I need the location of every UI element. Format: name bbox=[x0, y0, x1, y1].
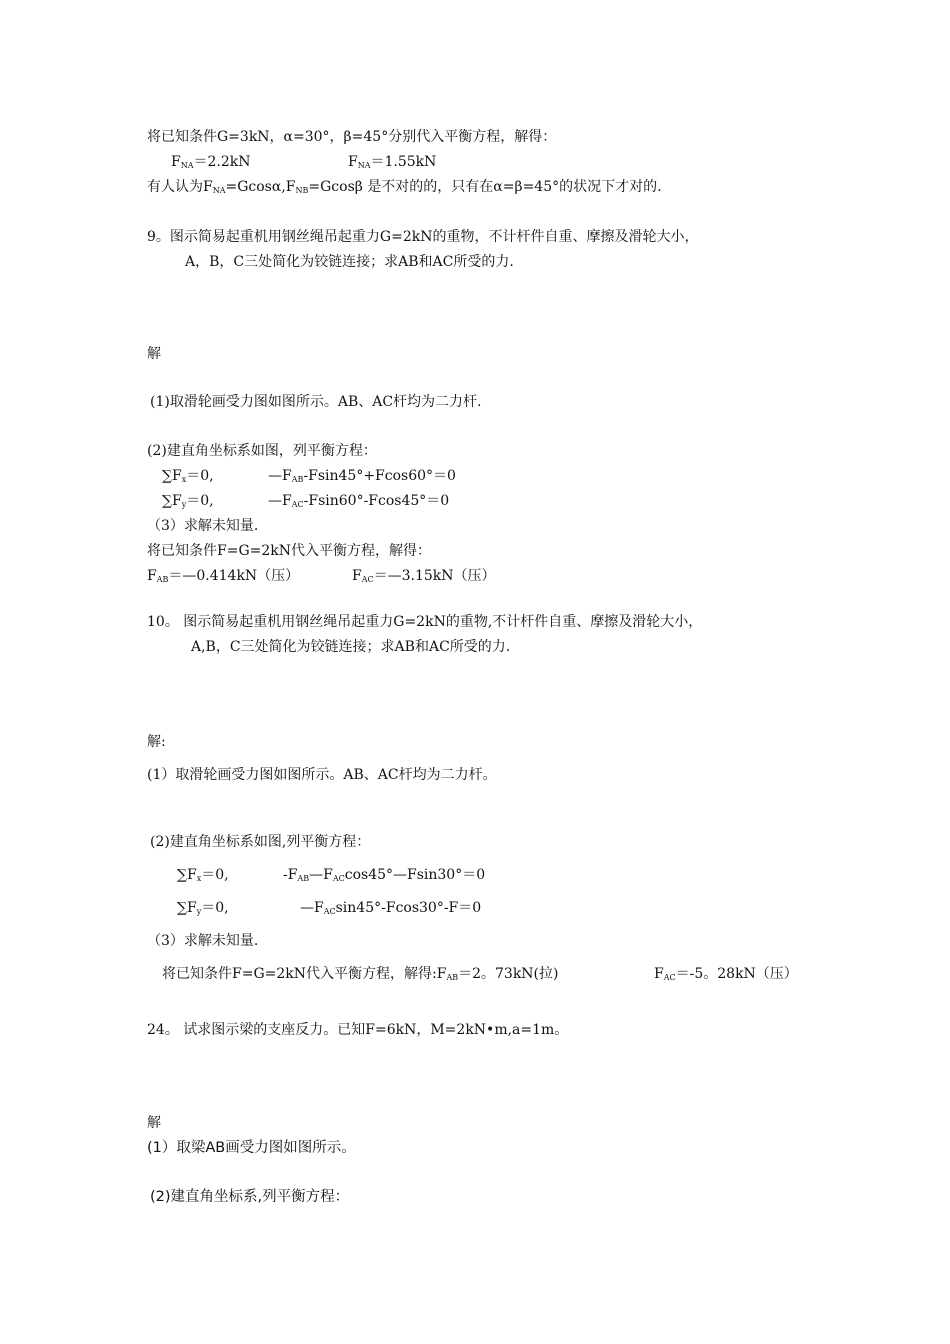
text-line: 将已知条件F=G=2kN代入平衡方程，解得： bbox=[147, 543, 431, 559]
solution-heading: 解 bbox=[147, 1115, 161, 1131]
question-24: 24。 试求图示梁的支座反力。已知F=6kN，M=2kN•m,a=1m。 bbox=[147, 1022, 569, 1038]
text-line: (1）取滑轮画受力图如图所示。AB、AC杆均为二力杆。 bbox=[147, 767, 497, 783]
text-line: （3）求解未知量. bbox=[147, 933, 259, 949]
question-10: 10。 图示简易起重机用钢丝绳吊起重力G=2kN的重物,不计杆件自重、摩擦及滑轮大小， bbox=[147, 614, 703, 630]
solution-heading: 解 bbox=[147, 346, 161, 362]
question-9: 9。图示简易起重机用钢丝绳吊起重力G=2kN的重物，不计杆件自重、摩擦及滑轮大小， bbox=[147, 229, 699, 245]
question-10-cont: A,B，C三处简化为铰链连接；求AB和AC所受的力. bbox=[191, 639, 511, 655]
text-line: (1）取梁AB画受力图如图所示。 bbox=[147, 1140, 356, 1156]
text-line: （3）求解未知量. bbox=[147, 518, 259, 534]
equation-lhs: $\sum F_y=0$, bbox=[177, 900, 229, 916]
text-line: (2)建直角坐标系,列平衡方程： bbox=[150, 1189, 350, 1205]
result-fnb: $F_{NA}=1.55kN$ bbox=[348, 154, 437, 170]
result-fab: $F_{AB}=—0.414kN$（压） bbox=[147, 568, 300, 584]
equation-rhs: $-F_{AB}—F_{AC}\cos 45^\circ—Fsin30^\circ=0$ bbox=[283, 867, 486, 883]
text-line: (1)取滑轮画受力图如图所示。AB、AC杆均为二力杆. bbox=[150, 394, 482, 410]
text-line: 将已知条件G=3kN，α=30°，β=45°分别代入平衡方程，解得： bbox=[147, 129, 557, 145]
equation-lhs: $\sum F_x=0$, bbox=[162, 468, 214, 484]
result-fab: 将已知条件F=G=2kN代入平衡方程，解得$:F_{AB}=2$。73kN(拉) bbox=[162, 966, 559, 982]
equation-lhs: $\sum F_y=0$, bbox=[162, 493, 214, 509]
text-line: (2)建直角坐标系如图,列平衡方程： bbox=[150, 834, 371, 850]
equation-rhs: $—F_{AB}-Fsin45^\circ+Fcos60^\circ=0$ bbox=[268, 468, 456, 484]
text-line: (2)建直角坐标系如图，列平衡方程： bbox=[147, 443, 377, 459]
question-9-cont: A，B，C三处简化为铰链连接；求AB和AC所受的力. bbox=[185, 254, 514, 270]
result-fna: $F_{NA}=2.2kN$ bbox=[171, 154, 251, 170]
result-fac: $F_{AC}=-5$。28kN（压） bbox=[654, 966, 798, 982]
text-line: 有人认为$F_{NA}=Gcos\alpha,F_{NB}=Gcos\beta$ 是不对的的，只有在α=β=45°的状况下才对的. bbox=[147, 179, 662, 195]
equation-rhs: $—F_{AC}\sin 45^\circ-Fcos30^\circ-F=0$ bbox=[300, 900, 482, 916]
solution-heading: 解: bbox=[147, 734, 166, 750]
equation-rhs: $—F_{AC}-Fsin60^\circ-Fcos45^\circ=0$ bbox=[268, 493, 450, 509]
equation-lhs: $\sum F_x=0$, bbox=[177, 867, 229, 883]
result-fac: $F_{AC}=—3.15kN$（压） bbox=[352, 568, 496, 584]
